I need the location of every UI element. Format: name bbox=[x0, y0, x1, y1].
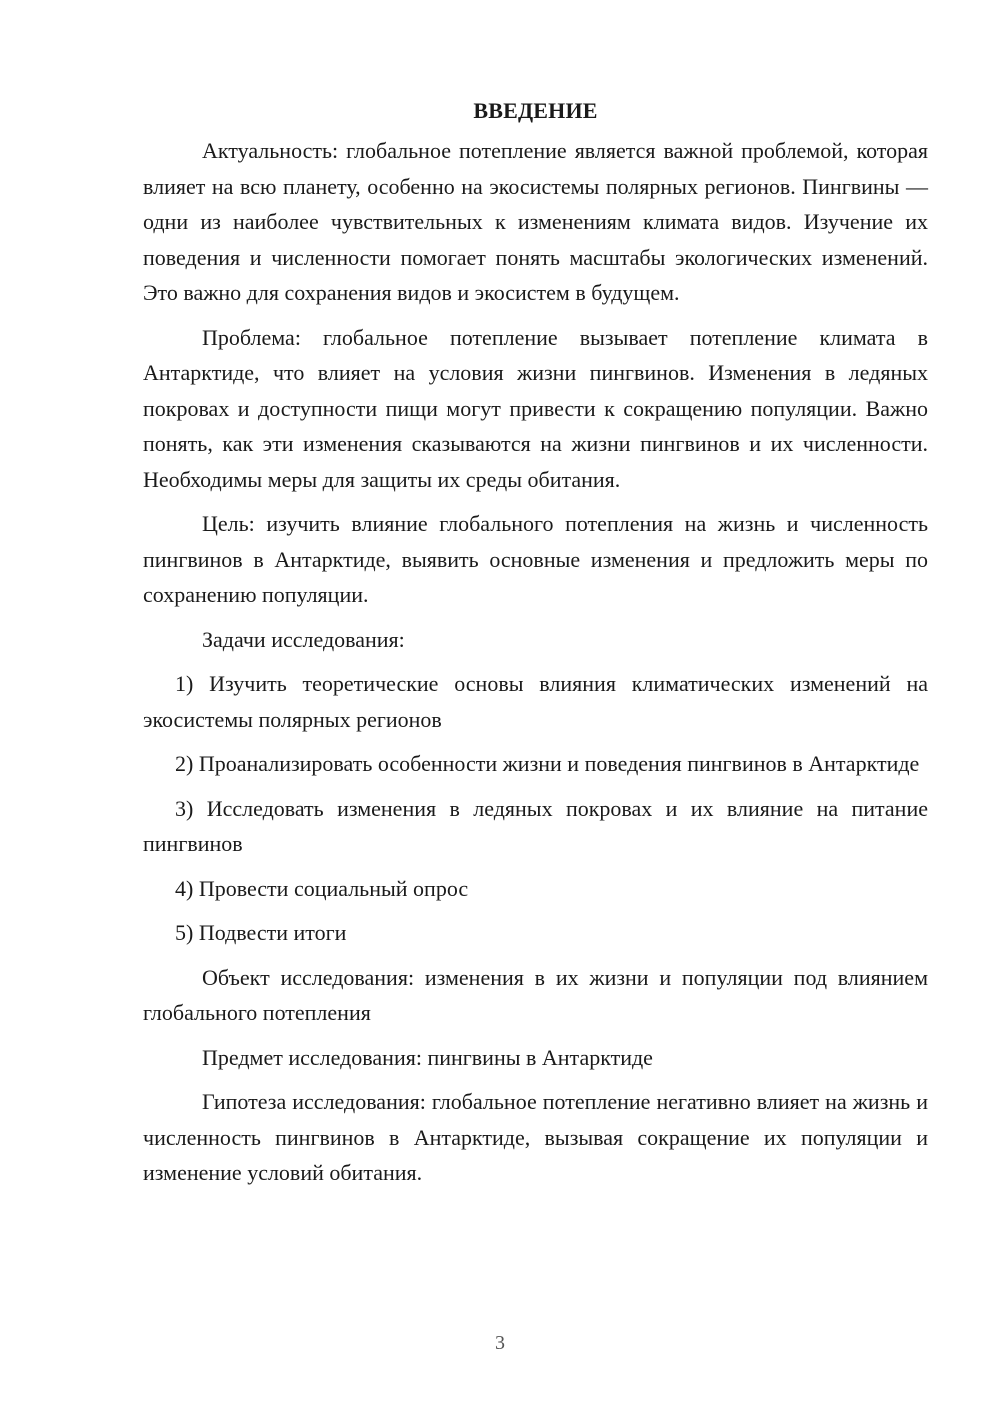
page-number: 3 bbox=[495, 1332, 505, 1354]
document-page bbox=[143, 93, 928, 1200]
task-item-1: 1) Изучить теоретические основы влияния климатических изменений на экосистемы полярных регионов bbox=[143, 671, 928, 732]
goal-paragraph: Цель: изучить влияние глобального потепления на жизнь и численность пингвинов в Антарктиде, выявить основные изменения и предложить меры по сохранению популяции. bbox=[143, 511, 928, 607]
hypothesis-paragraph: Гипотеза исследования: глобальное потепление негативно влияет на жизнь и численность пингвинов в Антарктиде, вызывая сокращение их популяции и изменение условий обитания. bbox=[143, 1089, 928, 1185]
tasks-heading: Задачи исследования: bbox=[202, 626, 405, 652]
task-item-4: 4) Провести социальный опрос bbox=[175, 875, 469, 901]
relevance-paragraph: Актуальность: глобальное потепление является важной проблемой, которая влияет на всю планету, особенно на экосистемы полярных регионов. Пингвины — одни из наиболее чувствительных к изменениям климата видов. Изучение их поведения и численности помогает понять масштабы экологических изменений. Это важно для сохранения видов и экосистем в будущем. bbox=[143, 138, 928, 305]
object-paragraph: Объект исследования: изменения в их жизни и популяции под влиянием глобального потепления bbox=[143, 964, 928, 1025]
problem-paragraph: Проблема: глобальное потепление вызывает потепление климата в Антарктиде, что влияет на условия жизни пингвинов. Изменения в ледяных покровах и доступности пищи могут привести к сокращению популяции. Важно понять, как эти изменения сказываются на жизни пингвинов и их численности. Необходимы меры для защиты их среды обитания. bbox=[143, 324, 928, 492]
task-item-5: 5) Подвести итоги bbox=[175, 920, 347, 945]
subject-paragraph: Предмет исследования: пингвины в Антарктиде bbox=[202, 1044, 653, 1070]
task-item-2: 2) Проанализировать особенности жизни и поведения пингвинов в Антарктиде bbox=[175, 751, 920, 776]
section-title: ВВЕДЕНИЕ bbox=[473, 98, 598, 123]
task-item-3: 3) Исследовать изменения в ледяных покровах и их влияние на питание пингвинов bbox=[143, 795, 928, 856]
